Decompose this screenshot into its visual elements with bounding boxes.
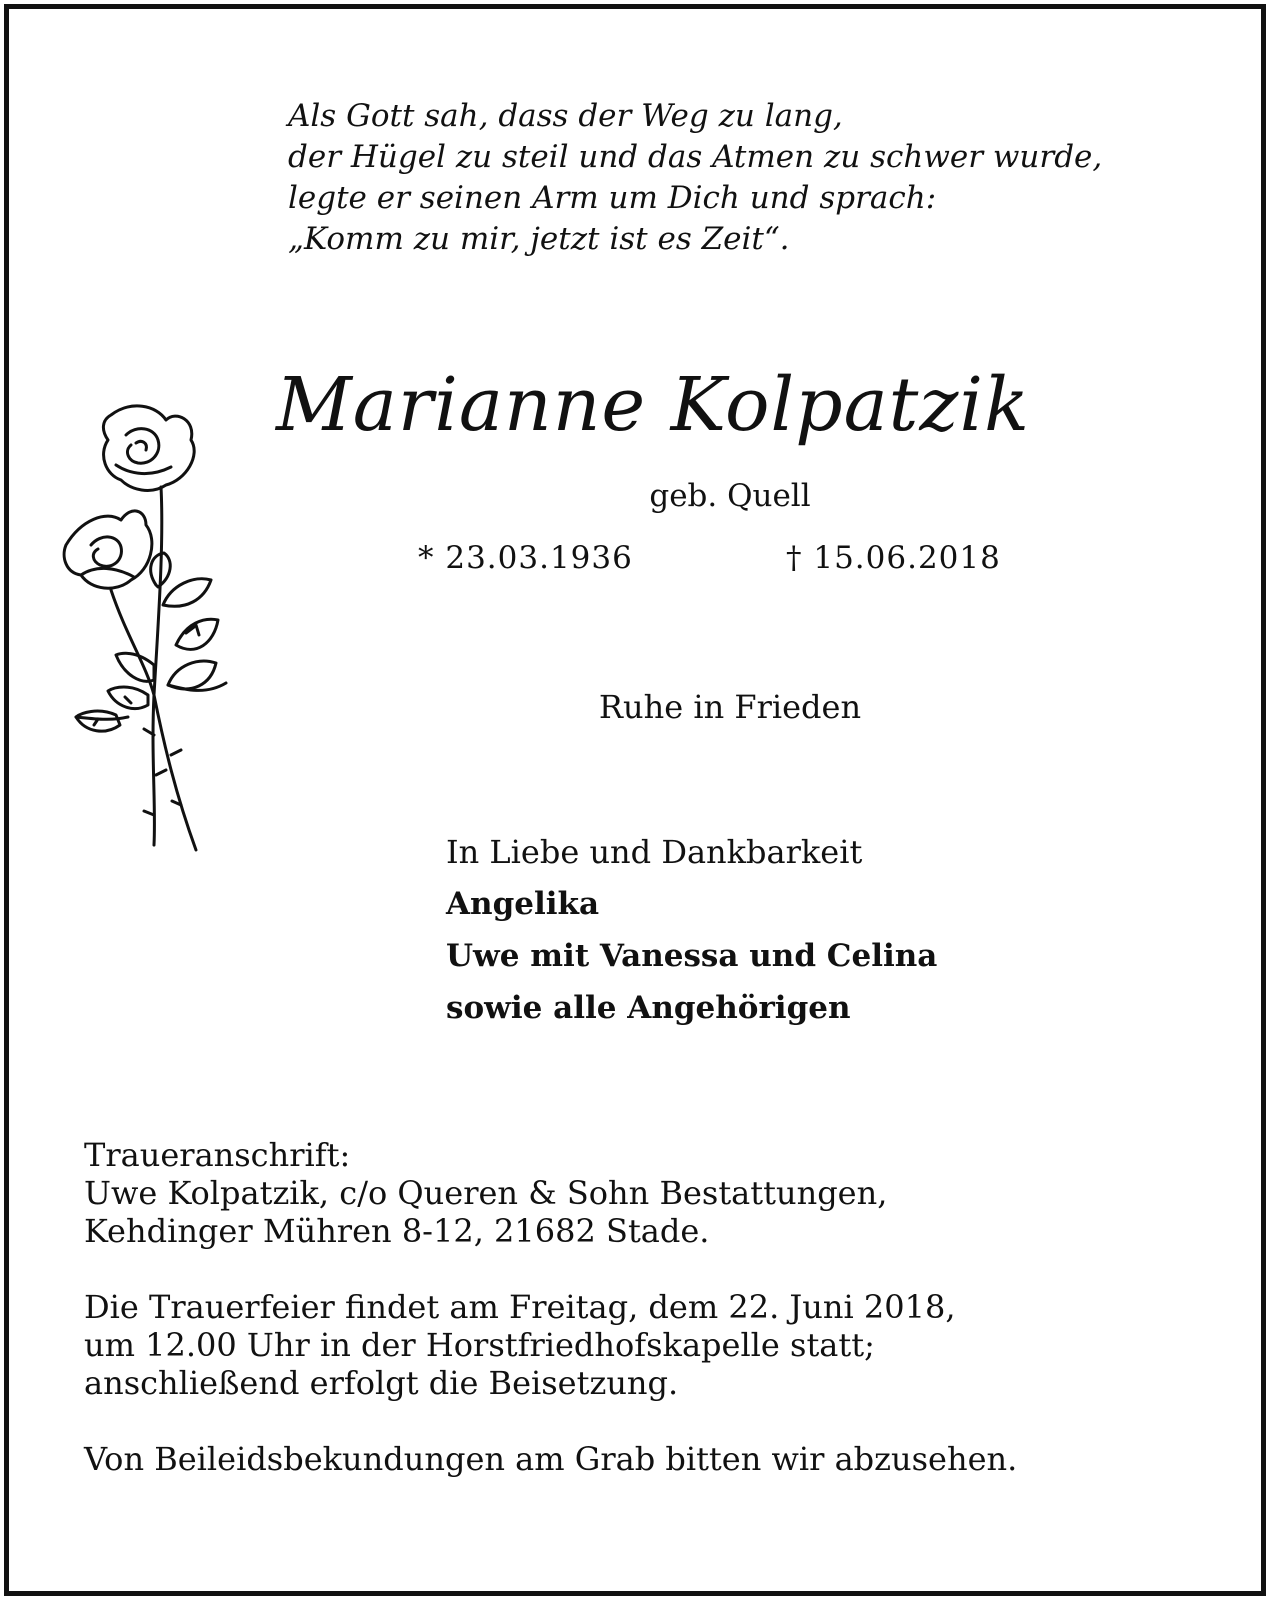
info-block [84,1136,1017,1478]
birth-name: geb. Quell [649,478,811,514]
service-line: anschließend erfolgt die Beisetzung. [84,1364,679,1402]
death-date: † 15.06.2018 [786,540,1001,576]
mourner-name: Angelika [446,886,600,922]
poem-line: legte er seinen Arm um Dich und sprach: [288,180,937,216]
farewell-text: Ruhe in Frieden [598,688,862,726]
mourners-block [446,826,937,1034]
mourner-name: Uwe mit Vanessa und Celina [446,938,938,974]
spacer [84,1402,1017,1440]
poem-line: „Komm zu mir, jetzt ist es Zeit“. [288,221,790,257]
poem-line: der Hügel zu steil und das Atmen zu schwer wurde, [288,139,1103,175]
condolence-note: Von Beileidsbekundungen am Grab bitten wir abzusehen. [84,1440,1018,1478]
address-line: Uwe Kolpatzik, c/o Queren & Sohn Bestattungen, [84,1174,888,1212]
poem-line: Als Gott sah, dass der Weg zu lang, [288,98,843,134]
service-line: um 12.00 Uhr in der Horstfriedhofskapelle statt; [84,1326,875,1364]
poem [288,96,1102,260]
rose-icon [36,395,246,865]
spacer [84,1250,1017,1288]
mourners-intro: In Liebe und Dankbarkeit [446,833,863,871]
birth-date: * 23.03.1936 [418,540,633,576]
service-line: Die Trauerfeier findet am Freitag, dem 22. Juni 2018, [84,1288,956,1326]
address-line: Kehdinger Mühren 8-12, 21682 Stade. [84,1212,710,1250]
mourner-name: sowie alle Angehörigen [446,990,851,1026]
deceased-name: Marianne Kolpatzik [276,362,1030,448]
address-heading: Traueranschrift: [84,1136,351,1174]
